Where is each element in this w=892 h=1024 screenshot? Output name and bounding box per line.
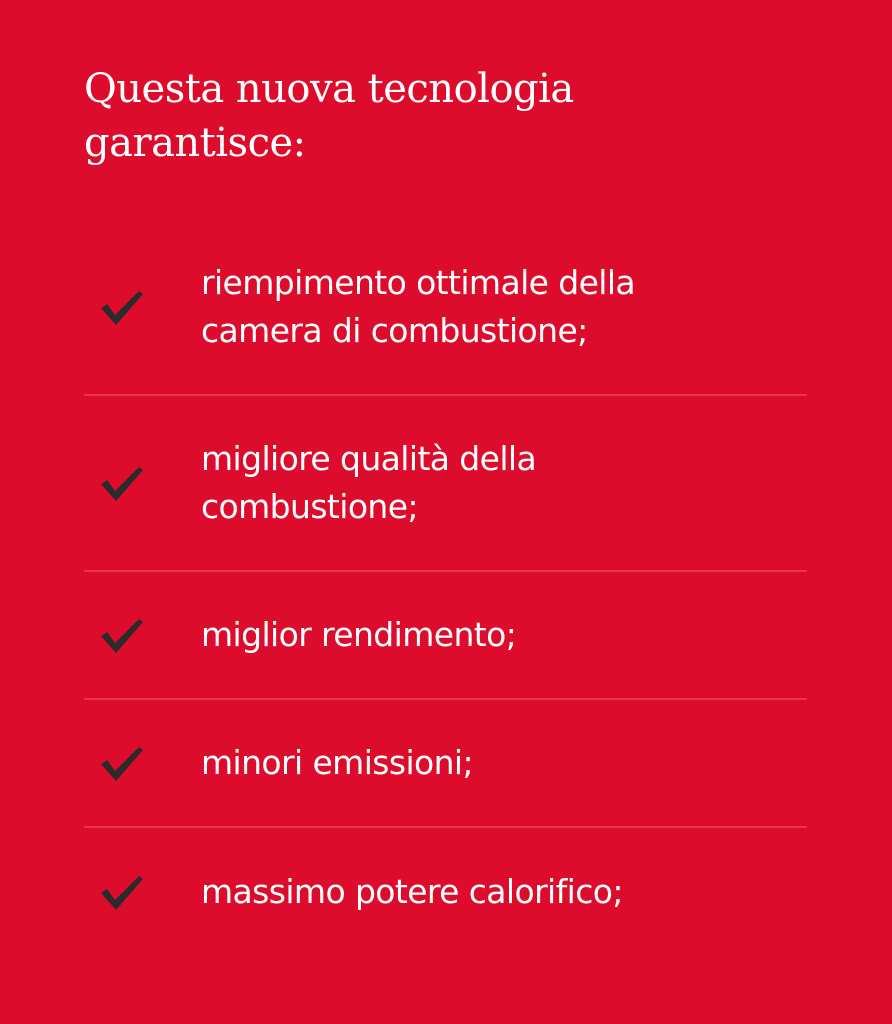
list-item-text: minori emissioni; [201,743,474,782]
check-icon [98,615,146,655]
section-heading: Questa nuova tecnologia garantisce: [84,66,574,166]
list-item [84,572,807,700]
list-item-text: riempimento ottimale della camera di combustione; [201,263,636,350]
list-item-text: miglior rendimento; [201,615,517,654]
check-icon [98,743,146,783]
list-item-text: migliore qualità della combustione; [201,439,537,526]
check-icon [98,872,146,912]
list-item [84,828,807,956]
benefits-list [84,220,807,956]
list-item [84,220,807,396]
check-icon [98,287,146,327]
list-item [84,700,807,828]
check-icon [98,463,146,503]
list-item-text: massimo potere calorifico; [201,872,623,911]
list-item [84,396,807,572]
